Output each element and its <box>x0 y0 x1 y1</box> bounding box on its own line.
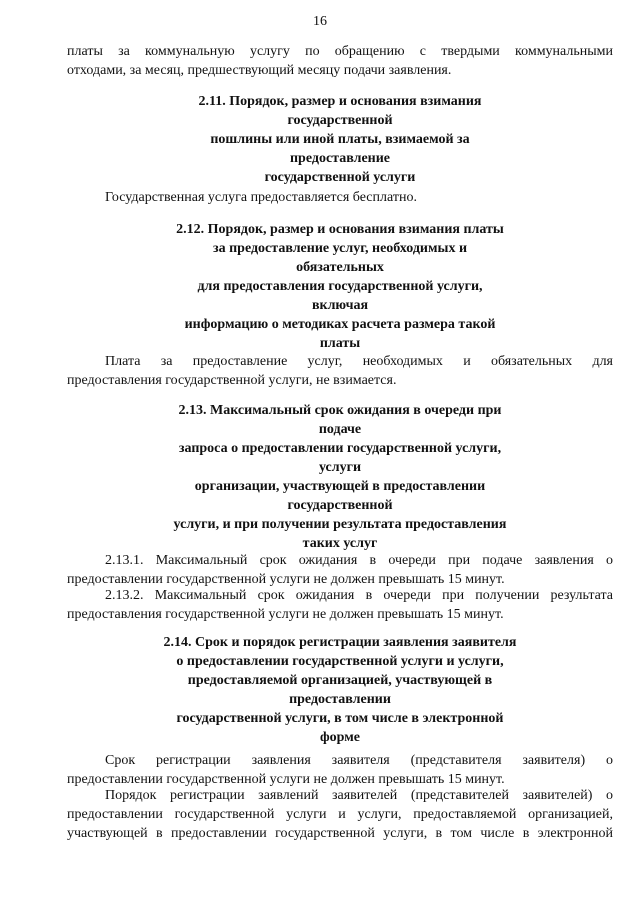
text-line: участвующей в предоставлении государственной услуги, в том числе в электронной <box>67 826 613 841</box>
section-2-12-paragraph <box>67 352 613 390</box>
text-line: Срок регистрации заявления заявителя (представителя заявителя) о <box>105 753 613 768</box>
heading-line: информацию о методиках расчета размера такой <box>184 317 496 332</box>
section-2-11-paragraph <box>67 188 613 207</box>
heading-line: для предоставления государственной услуги, <box>197 279 483 294</box>
heading-line: пошлины или иной платы, взимаемой за <box>210 132 470 147</box>
heading-line: государственной услуги, в том числе в электронной <box>176 711 504 726</box>
section-heading-2-11 <box>120 92 560 187</box>
heading-line: государственной услуги <box>264 170 416 185</box>
heading-line: включая <box>311 298 369 313</box>
text-line: Государственная услуга предоставляется бесплатно. <box>105 190 417 205</box>
section-2-14-paragraph-1 <box>67 751 613 789</box>
heading-line: таких услуг <box>302 536 378 551</box>
heading-line: организации, участвующей в предоставлении <box>194 479 486 494</box>
section-2-13-paragraph-2 <box>67 586 613 624</box>
heading-line: обязательных <box>296 260 384 275</box>
text-line: предоставлении государственной услуги и услуги, предоставляемой организацией, <box>67 807 613 822</box>
text-line: предоставлении государственной услуги не должен превышать 15 минут. <box>67 772 505 787</box>
heading-line: государственной <box>287 498 393 513</box>
section-heading-2-14 <box>120 633 560 747</box>
heading-line: услуги <box>318 460 362 475</box>
heading-line: государственной <box>287 113 393 128</box>
text-line: 2.13.1. Максимальный срок ожидания в очереди при подаче заявления о <box>105 553 613 568</box>
section-heading-2-12 <box>120 220 560 353</box>
section-2-14-paragraph-2 <box>67 786 613 843</box>
heading-line: 2.13. Максимальный срок ожидания в очереди при <box>178 403 502 418</box>
heading-line: предоставлении <box>289 692 391 707</box>
heading-line: 2.11. Порядок, размер и основания взимания <box>198 94 482 109</box>
text-line: 2.13.2. Максимальный срок ожидания в очереди при получении результата <box>105 588 613 603</box>
text-line: предоставления государственной услуги не должен превышать 15 минут. <box>67 607 504 622</box>
heading-line: предоставление <box>289 151 391 166</box>
heading-line: услуги, и при получении результата предоставления <box>173 517 507 532</box>
text-line: предоставлении государственной услуги не должен превышать 15 минут. <box>67 572 505 587</box>
intro-paragraph <box>67 42 613 80</box>
heading-line: о предоставлении государственной услуги и услуги, <box>176 654 504 669</box>
heading-line: запроса о предоставлении государственной услуги, <box>178 441 502 456</box>
section-heading-2-13 <box>120 401 560 553</box>
text-line: предоставления государственной услуги, не взимается. <box>67 373 397 388</box>
heading-line: предоставляемой организацией, участвующей в <box>187 673 493 688</box>
heading-line: 2.14. Срок и порядок регистрации заявления заявителя <box>163 635 517 650</box>
heading-line: платы <box>319 336 361 351</box>
page-number: 16 <box>313 14 327 29</box>
text-line: отходами, за месяц, предшествующий месяцу подачи заявления. <box>67 63 452 78</box>
heading-line: подаче <box>318 422 362 437</box>
text-line: Порядок регистрации заявлений заявителей (представителей заявителей) о <box>105 788 613 803</box>
text-line: Плата за предоставление услуг, необходимых и обязательных для <box>105 354 613 369</box>
heading-line: за предоставление услуг, необходимых и <box>212 241 468 256</box>
text-line: платы за коммунальную услугу по обращению с твердыми коммунальными <box>67 44 613 59</box>
heading-line: форме <box>319 730 360 745</box>
section-2-13-paragraph-1 <box>67 551 613 589</box>
heading-line: 2.12. Порядок, размер и основания взимания платы <box>176 222 504 237</box>
